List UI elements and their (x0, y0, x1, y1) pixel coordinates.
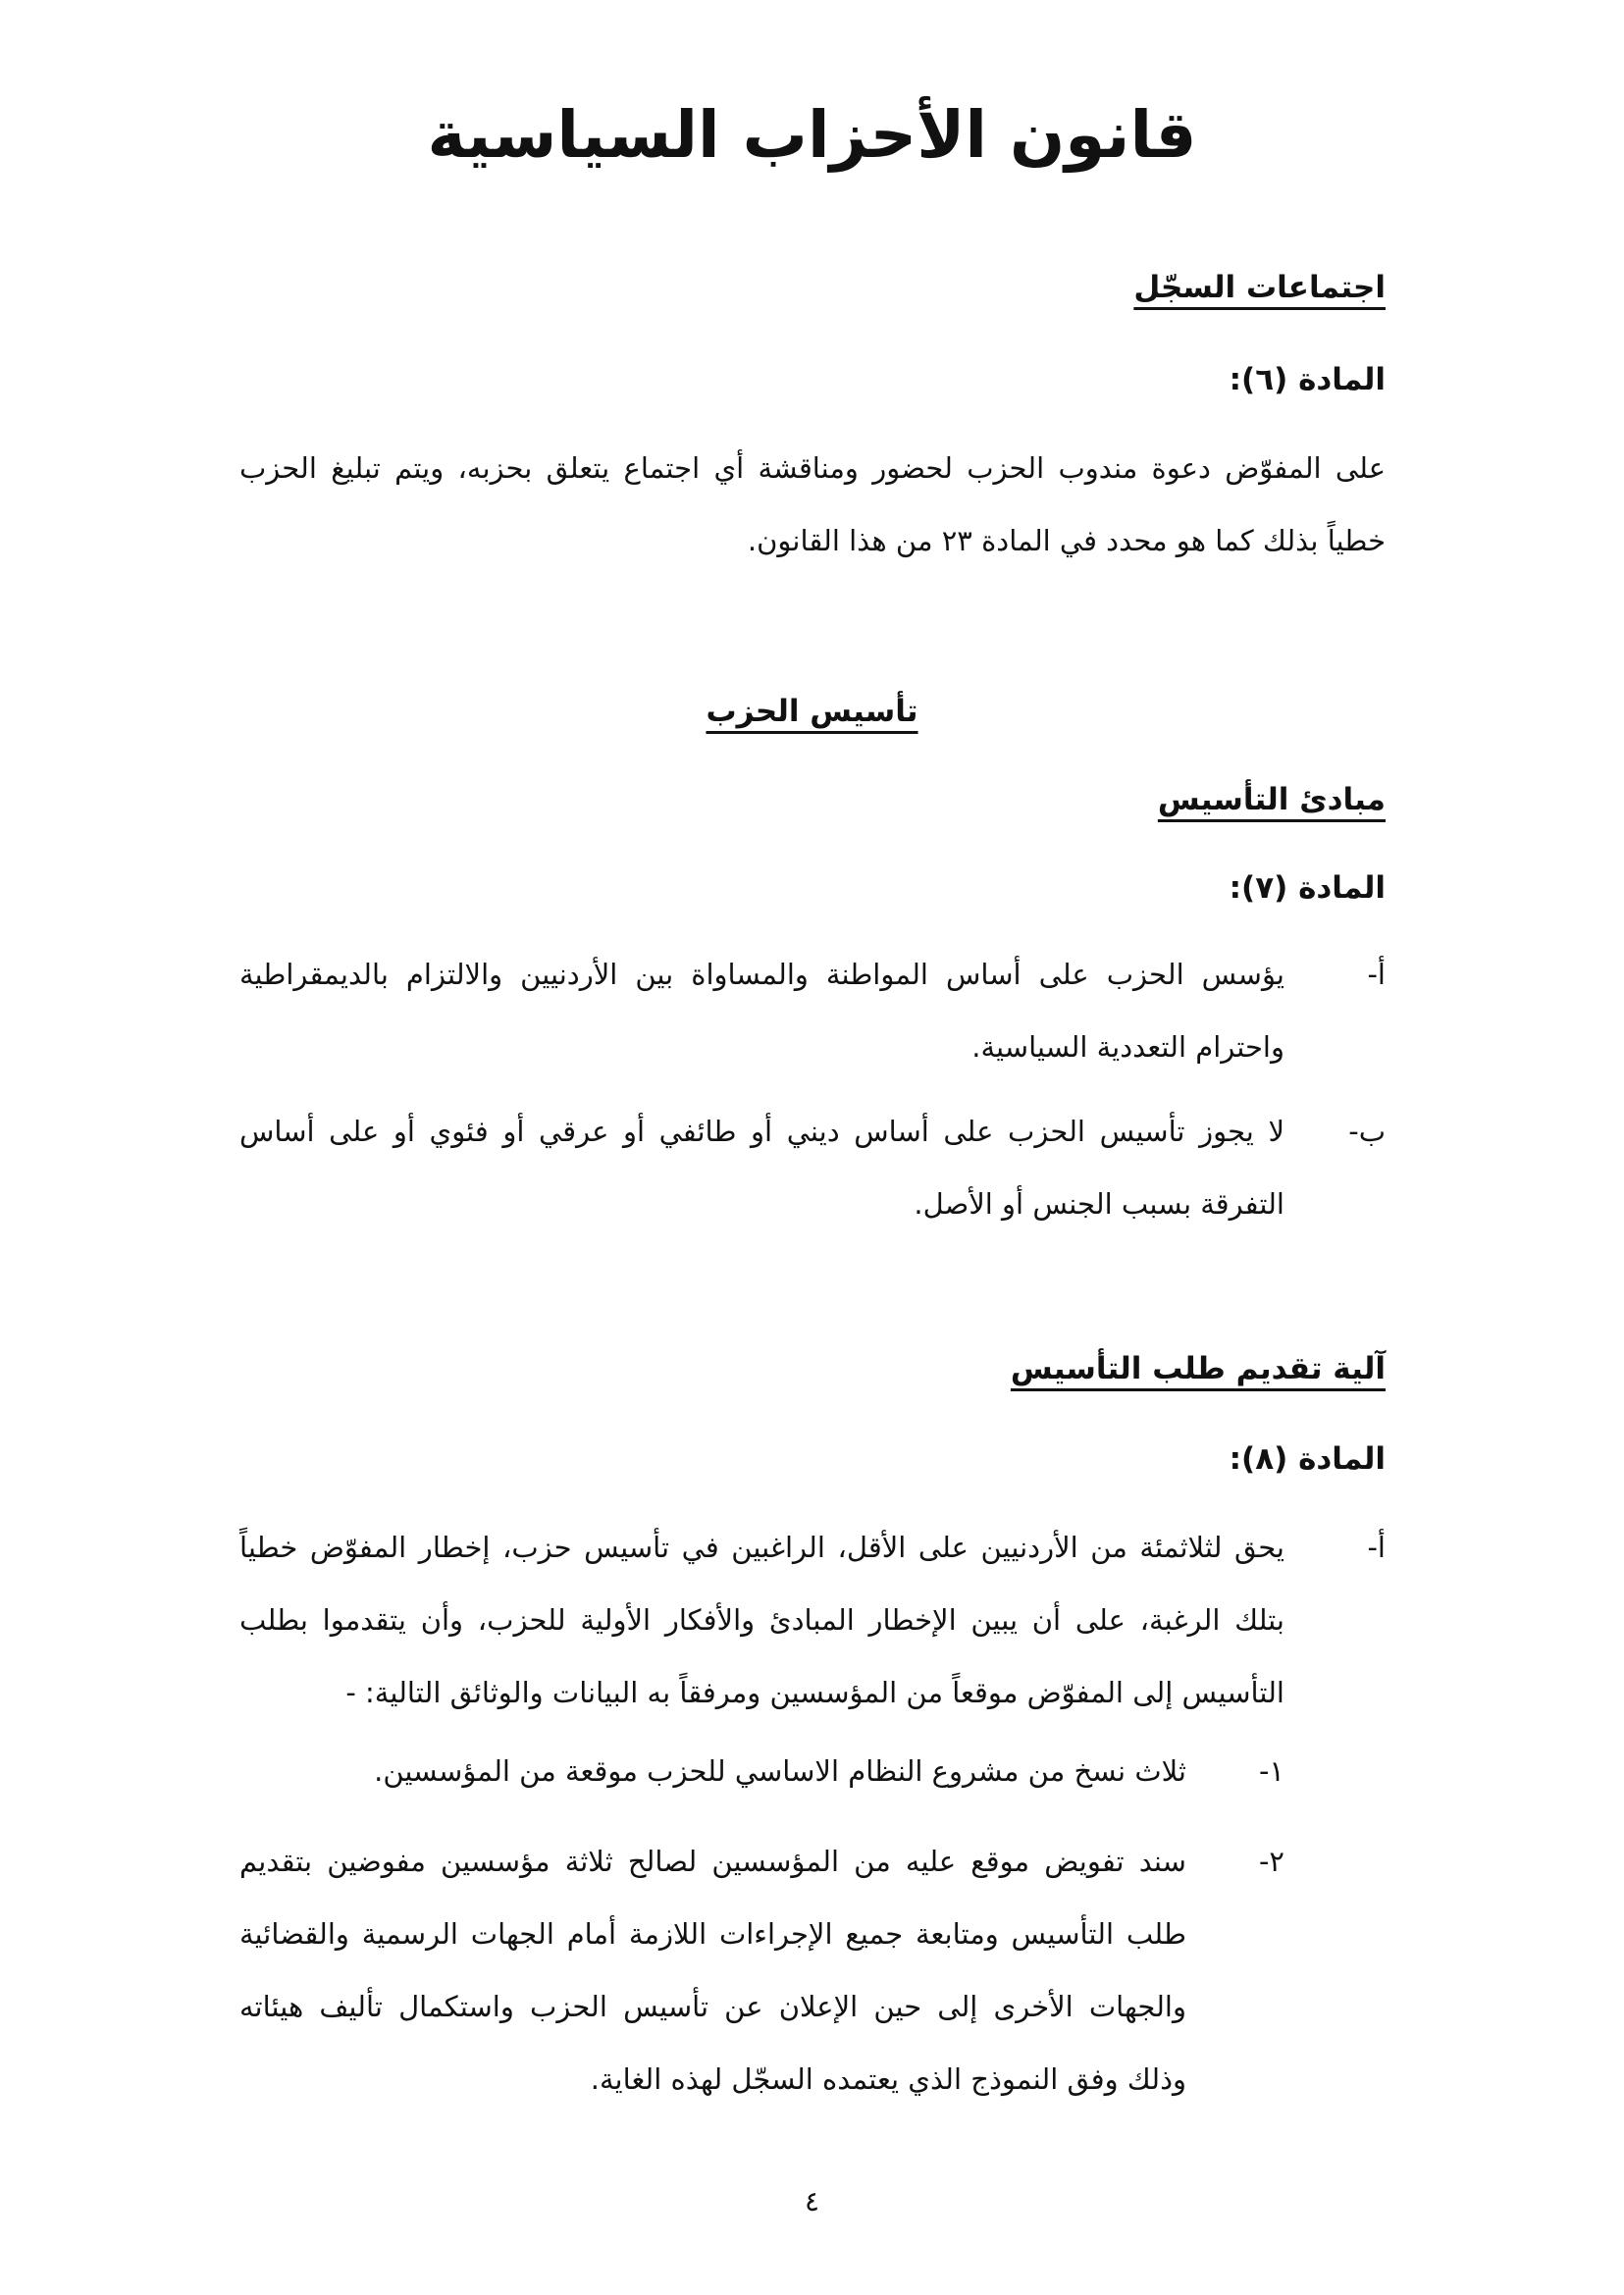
heading-founding: تأسيس الحزب (706, 694, 918, 729)
page-number: ٤ (804, 2185, 820, 2217)
article-6-text: على المفوّض دعوة مندوب الحزب لحضور ومناقشة أي اجتماع يتعلق بحزبه، ويتم تبليغ الحزب خطياً بذلك كما هو محدد في المادة ٢٣ من هذا القانون. (239, 451, 1386, 557)
article-6-label: المادة (٦): (1229, 362, 1386, 397)
heading-application-mechanism: آلية تقديم طلب التأسيس (1010, 1351, 1386, 1386)
article-8-subitem-text: ثلاث نسخ من مشروع النظام الاساسي للحزب موقعة من المؤسسين. (374, 1754, 1186, 1788)
article-7-item-text: لا يجوز تأسيس الحزب على أساس ديني أو طائفي أو عرقي أو فئوي أو على أساس التفرقة بسبب الجنس أو الأصل. (239, 1115, 1284, 1221)
article-8-subitem-text: سند تفويض موقع عليه من المؤسسين لصالح ثلاثة مؤسسين مفوضين بتقديم طلب التأسيس ومتابعة جميع الإجراءات اللازمة أمام الجهات الرسمية والقضائية والجهات الأخرى إلى حين الإعلان عن تأسيس الحزب واستكمال تأليف هيئاته وذلك وفق النموذج الذي يعتمده السجّل لهذه الغاية. (239, 1845, 1186, 2096)
article-7-item-text: يؤسس الحزب على أساس المواطنة والمساواة بين الأردنيين والالتزام بالديمقراطية واحترام التعددية السياسية. (239, 958, 1284, 1064)
article-7-label: المادة (٧): (1229, 870, 1386, 906)
article-8-label: المادة (٨): (1229, 1441, 1386, 1477)
article-8-item-text: يحق لثلاثمئة من الأردنيين على الأقل، الراغبين في تأسيس حزب، إخطار المفوّض خطياً بتلك الرغبة، على أن يبين الإخطار المبادئ والأفكار الأولية للحزب، وأن يتقدموا بطلب التأسيس إلى المفوّض موقعاً من المؤسسين ومرفقاً به البيانات والوثائق التالية: - (239, 1531, 1284, 1709)
article-8-item-marker: أ- (1367, 1531, 1386, 1564)
article-7-item-marker: أ- (1367, 958, 1386, 991)
heading-founding-principles: مبادئ التأسيس (1157, 782, 1386, 817)
article-8-subitem-marker: ١- (1258, 1754, 1284, 1788)
document-title: قانون الأحزاب السياسية (427, 97, 1197, 173)
article-8-subitem-marker: ٢- (1258, 1845, 1284, 1878)
article-7-item-marker: ب- (1348, 1115, 1386, 1148)
heading-registry-meetings: اجتماعات السجّل (1133, 270, 1386, 305)
